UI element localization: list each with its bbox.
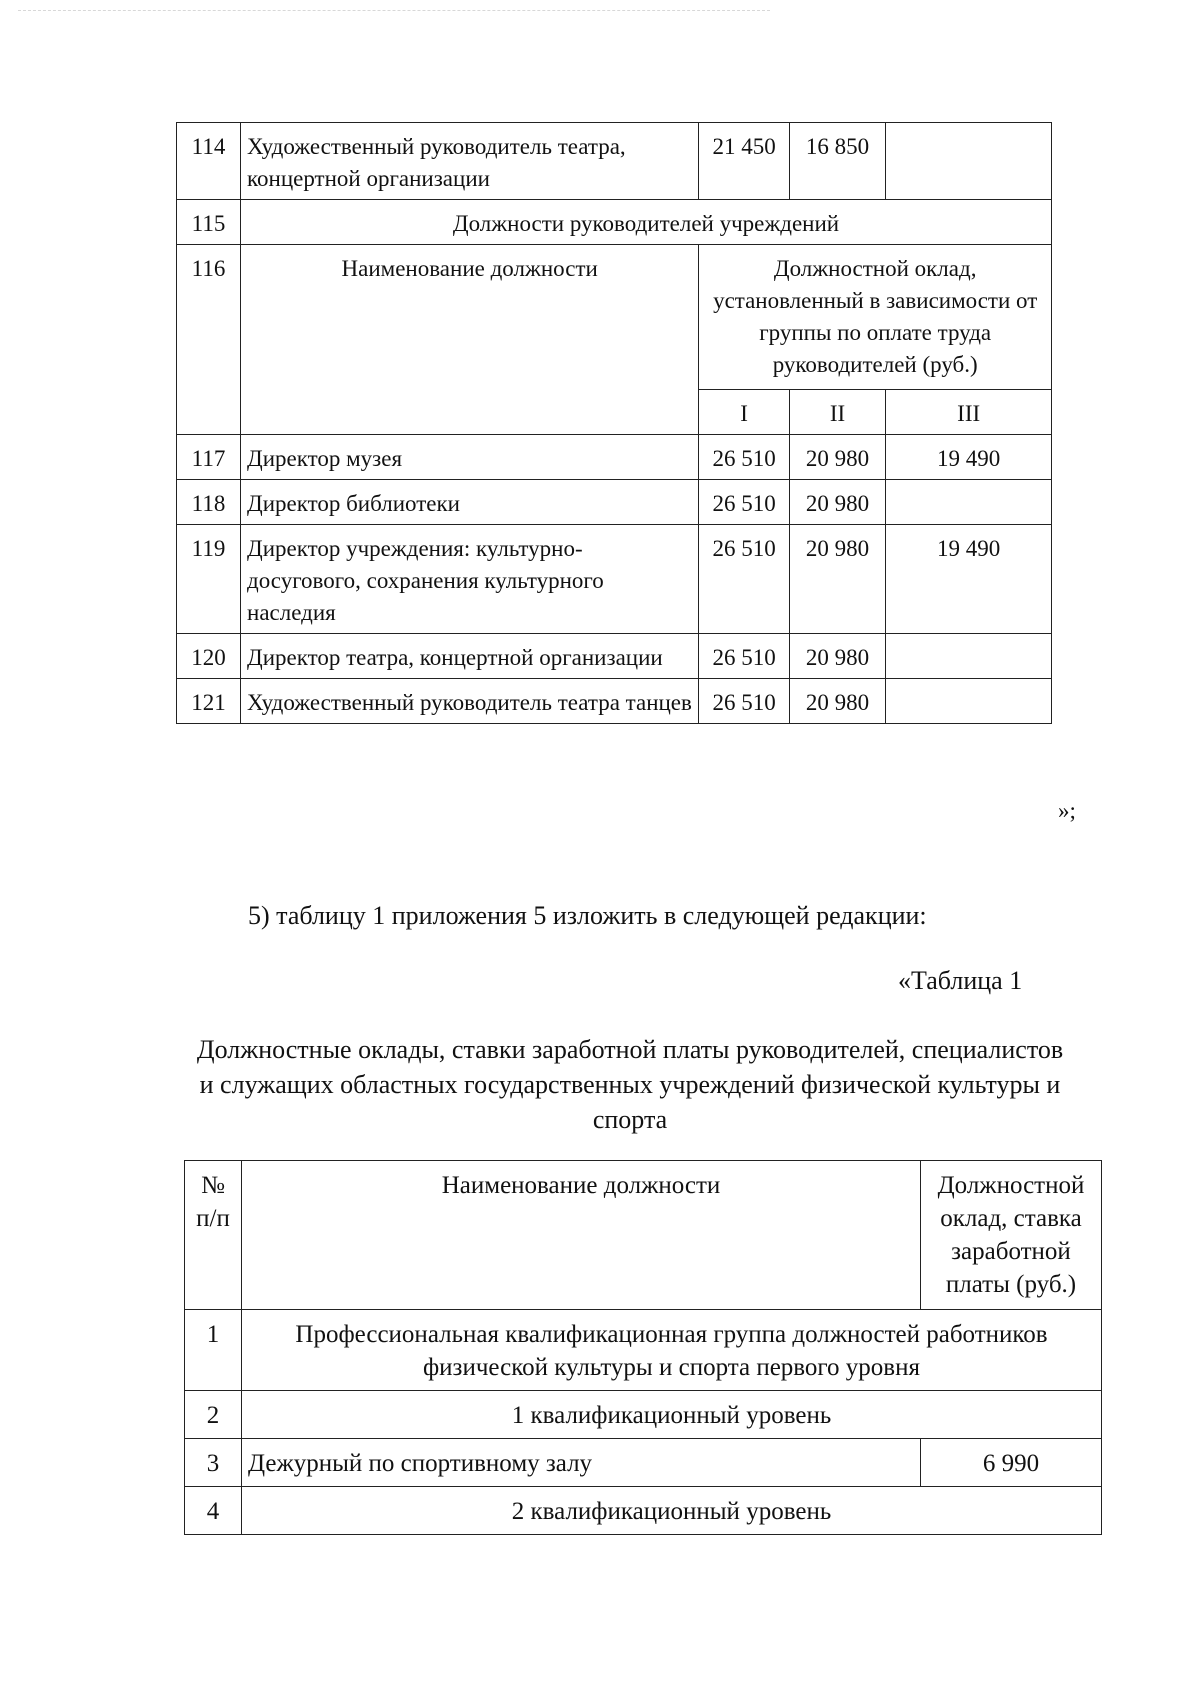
- table-row: [177, 525, 1052, 634]
- row-number: 119: [177, 525, 241, 634]
- salary-group-1: 26 510: [699, 480, 789, 525]
- table-row: [177, 634, 1052, 679]
- row-number: 1: [185, 1310, 242, 1391]
- salary-group-1: 21 450: [699, 123, 789, 200]
- position-name: Художественный руководитель театра танцев: [241, 679, 699, 724]
- table-row: [177, 123, 1052, 200]
- row-number: 4: [185, 1487, 242, 1535]
- position-name: Дежурный по спортивному залу: [242, 1439, 921, 1487]
- column-header-number: № п/п: [185, 1161, 242, 1310]
- column-header-name: Наименование должности: [241, 245, 699, 435]
- salary-group-2: 20 980: [789, 679, 886, 724]
- salary-group-3: 19 490: [886, 525, 1052, 634]
- row-number: 2: [185, 1391, 242, 1439]
- salary-group-3: [886, 634, 1052, 679]
- salary-group-2: 16 850: [789, 123, 886, 200]
- group-title: 1 квалификационный уровень: [242, 1391, 1102, 1439]
- section-row: [177, 200, 1052, 245]
- salary-group-1: 26 510: [699, 435, 789, 480]
- row-number: 120: [177, 634, 241, 679]
- salary-group-1: 26 510: [699, 525, 789, 634]
- group-label-2: II: [789, 390, 886, 435]
- position-name: Директор учреждения: культурно-досугового, сохранения культурного наследия: [241, 525, 699, 634]
- position-name: Директор библиотеки: [241, 480, 699, 525]
- salary-group-2: 20 980: [789, 480, 886, 525]
- table-row: [185, 1439, 1102, 1487]
- salary-group-2: 20 980: [789, 525, 886, 634]
- position-name: Директор музея: [241, 435, 699, 480]
- row-number: 115: [177, 200, 241, 245]
- salary-group-3: [886, 480, 1052, 525]
- sport-salary-table: [184, 1160, 1102, 1535]
- salary-group-3: 19 490: [886, 435, 1052, 480]
- column-header-name: Наименование должности: [242, 1161, 921, 1310]
- salary-group-3: [886, 679, 1052, 724]
- closing-quote-mark: »;: [1058, 798, 1076, 823]
- row-number: 121: [177, 679, 241, 724]
- row-number: 117: [177, 435, 241, 480]
- table-label: «Таблица 1: [898, 966, 1023, 995]
- table-row: [177, 435, 1052, 480]
- group-label-1: I: [699, 390, 789, 435]
- header-row: [185, 1161, 1102, 1310]
- salary-group-3: [886, 123, 1052, 200]
- section-title: Должности руководителей учреждений: [241, 200, 1052, 245]
- row-number: 114: [177, 123, 241, 200]
- salary-value: 6 990: [921, 1439, 1102, 1487]
- salary-group-1: 26 510: [699, 634, 789, 679]
- column-header-salary: Должностной оклад, установленный в зависимости от группы по оплате труда руководителей (руб.): [699, 245, 1052, 390]
- group-row: [185, 1310, 1102, 1391]
- salary-group-2: 20 980: [789, 634, 886, 679]
- table-row: [177, 480, 1052, 525]
- column-header-salary: Должностной оклад, ставка заработной платы (руб.): [921, 1161, 1102, 1310]
- position-name: Художественный руководитель театра, концертной организации: [241, 123, 699, 200]
- amendment-instruction: 5) таблицу 1 приложения 5 изложить в следующей редакции:: [248, 901, 927, 930]
- group-label-3: III: [886, 390, 1052, 435]
- group-row: [185, 1487, 1102, 1535]
- scan-edge-line: [18, 10, 770, 11]
- row-number: 116: [177, 245, 241, 435]
- group-title: 2 квалификационный уровень: [242, 1487, 1102, 1535]
- position-name: Директор театра, концертной организации: [241, 634, 699, 679]
- table-title: Должностные оклады, ставки заработной платы руководителей, специалистов и служащих областных государственных учреждений физической культуры и спорта: [196, 1035, 1064, 1134]
- culture-salary-table: [176, 122, 1052, 724]
- header-row: [177, 245, 1052, 390]
- salary-group-2: 20 980: [789, 435, 886, 480]
- salary-group-1: 26 510: [699, 679, 789, 724]
- group-title: Профессиональная квалификационная группа должностей работников физической культуры и спорта первого уровня: [242, 1310, 1102, 1391]
- row-number: 3: [185, 1439, 242, 1487]
- row-number: 118: [177, 480, 241, 525]
- table-row: [177, 679, 1052, 724]
- group-row: [185, 1391, 1102, 1439]
